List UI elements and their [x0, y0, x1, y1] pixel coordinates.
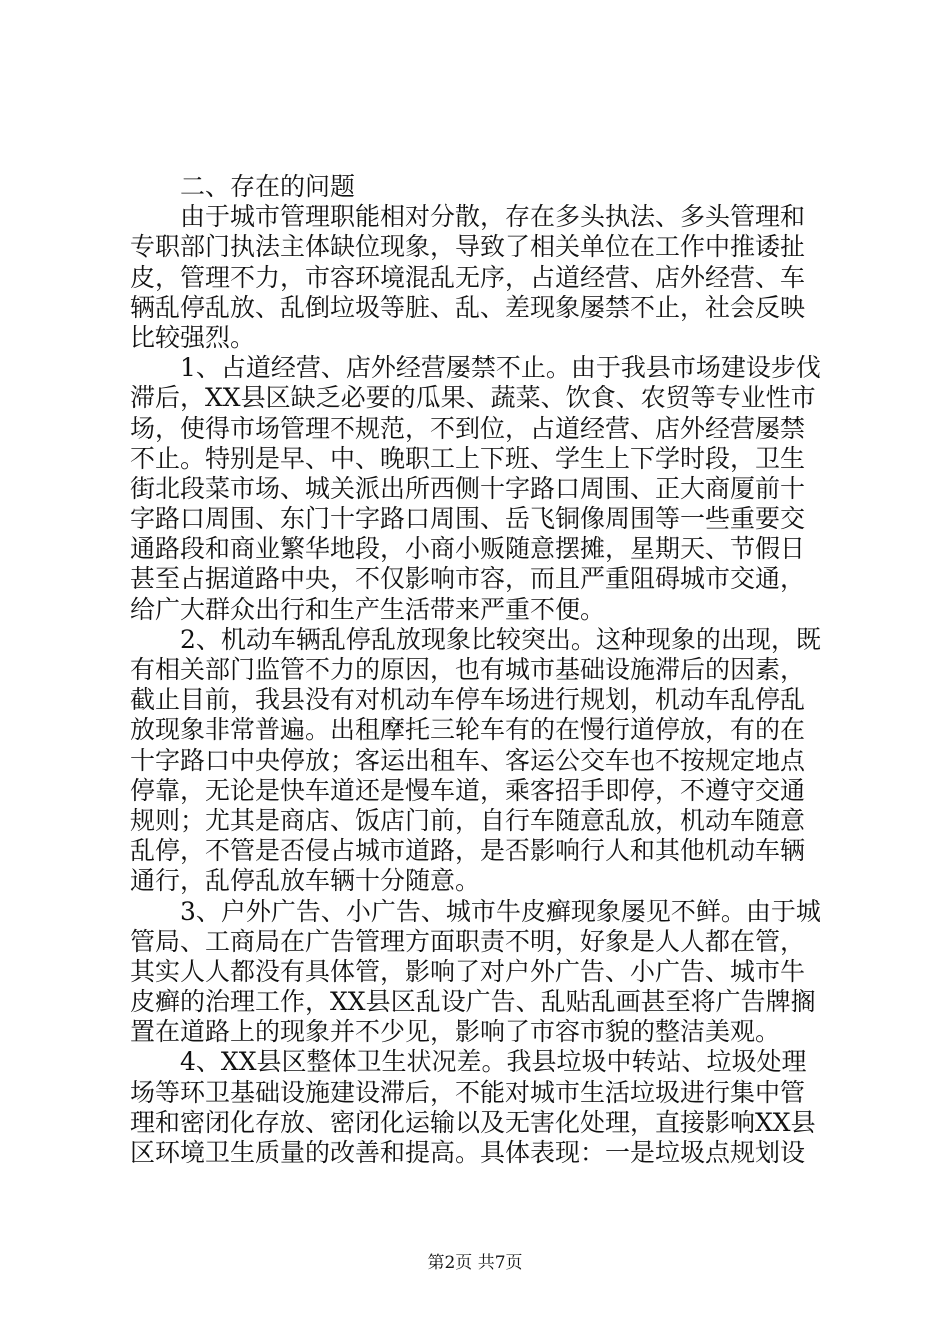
text-line: 通行，乱停乱放车辆十分随意。: [130, 866, 481, 896]
text-line: 场，使得市场管理不规范，不到位，占道经营、店外经营屡禁: [130, 413, 806, 443]
text-line: 1、占道经营、店外经营屡禁不止。由于我县市场建设步伐: [130, 353, 821, 383]
section-heading: 二、存在的问题: [130, 172, 356, 201]
document-body: [130, 172, 830, 1168]
text-line: 截止目前，我县没有对机动车停车场进行规划，机动车乱停乱: [130, 685, 806, 715]
text-line: 由于城市管理职能相对分散，存在多头执法、多头管理和: [130, 202, 806, 232]
text-line: 皮癣的治理工作，XX县区乱设广告、乱贴乱画甚至将广告牌搁: [130, 987, 816, 1017]
text-line: 理和密闭化存放、密闭化运输以及无害化处理，直接影响XX县: [130, 1107, 816, 1137]
text-line: 乱停，不管是否侵占城市道路，是否影响行人和其他机动车辆: [130, 836, 806, 866]
text-line: 其实人人都没有具体管，影响了对户外广告、小广告、城市牛: [130, 956, 806, 986]
text-line: 放现象非常普遍。出租摩托三轮车有的在慢行道停放，有的在: [130, 715, 806, 745]
text-line: 2、机动车辆乱停乱放现象比较突出。这种现象的出现，既: [130, 624, 821, 654]
text-line: 滞后，XX县区缺乏必要的瓜果、蔬菜、饮食、农贸等专业性市: [130, 383, 816, 413]
text-line: 停靠，无论是快车道还是慢车道，乘客招手即停，不遵守交通: [130, 775, 806, 805]
text-line: 给广大群众出行和生产生活带来严重不便。: [130, 594, 606, 624]
text-line: 甚至占据道路中央，不仅影响市容，而且严重阻碍城市交通，: [130, 564, 806, 594]
text-line: 通路段和商业繁华地段，小商小贩随意摆摊，星期天、节假日: [130, 534, 806, 564]
text-line: 区环境卫生质量的改善和提高。具体表现：一是垃圾点规划设: [130, 1138, 806, 1167]
text-line: 专职部门执法主体缺位现象，导致了相关单位在工作中推诿扯: [130, 232, 806, 262]
text-line: 规则；尤其是商店、饭店门前，自行车随意乱放，机动车随意: [130, 805, 806, 835]
text-line: 皮，管理不力，市容环境混乱无序，占道经营、店外经营、车: [130, 262, 806, 292]
text-line: 置在道路上的现象并不少见，影响了市容市貌的整洁美观。: [130, 1017, 781, 1047]
text-line: 场等环卫基础设施建设滞后，不能对城市生活垃圾进行集中管: [130, 1077, 806, 1107]
text-line: 街北段菜市场、城关派出所西侧十字路口周围、正大商厦前十: [130, 473, 806, 503]
text-line: 字路口周围、东门十字路口周围、岳飞铜像周围等一些重要交: [130, 504, 806, 534]
text-line: 不止。特别是早、中、晚职工上下班、学生上下学时段，卫生: [130, 443, 806, 473]
text-line: 管局、工商局在广告管理方面职责不明，好象是人人都在管，: [130, 926, 806, 956]
text-line: 辆乱停乱放、乱倒垃圾等脏、乱、差现象屡禁不止，社会反映: [130, 292, 806, 322]
text-line: 比较强烈。: [130, 322, 256, 352]
text-line: 3、户外广告、小广告、城市牛皮癣现象屡见不鲜。由于城: [130, 896, 821, 926]
text-line: 十字路口中央停放；客运出租车、客运公交车也不按规定地点: [130, 745, 806, 775]
text-line: 有相关部门监管不力的原因，也有城市基础设施滞后的因素，: [130, 655, 806, 684]
text-line: 4、XX县区整体卫生状况差。我县垃圾中转站、垃圾处理: [130, 1047, 807, 1077]
page-footer: 第2页 共7页: [427, 1253, 523, 1273]
